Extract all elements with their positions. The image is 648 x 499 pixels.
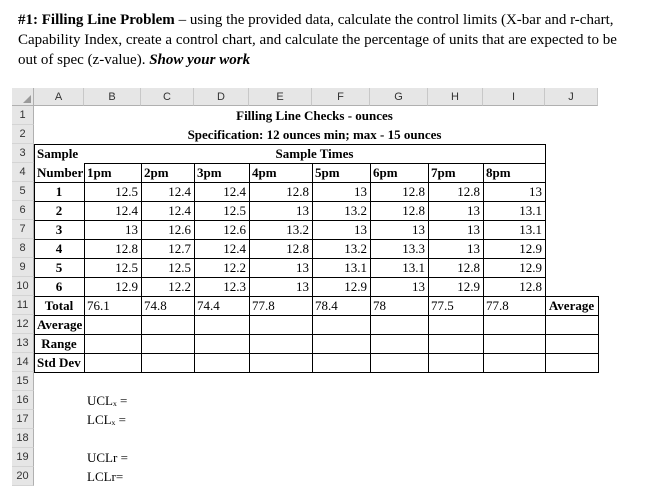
time-header-4pm[interactable]: 4pm <box>252 165 277 180</box>
total-label[interactable]: Total <box>44 298 74 313</box>
sample-2-value-5pm[interactable]: 13.2 <box>344 203 367 218</box>
std-dev-label[interactable]: Std Dev <box>37 355 81 370</box>
sample-6-value-2pm[interactable]: 12.2 <box>168 279 191 294</box>
sample-1-value-3pm[interactable]: 12.4 <box>223 184 246 199</box>
sample-4-value-3pm[interactable]: 12.4 <box>223 241 246 256</box>
column-header-c[interactable]: C <box>141 88 194 106</box>
sample-5-value-3pm[interactable]: 12.2 <box>223 260 246 275</box>
sample-5-value-2pm[interactable]: 12.5 <box>168 260 191 275</box>
sample-6-value-6pm[interactable]: 13 <box>412 279 425 294</box>
time-header-1pm[interactable]: 1pm <box>87 165 112 180</box>
sample-1-value-5pm[interactable]: 13 <box>354 184 367 199</box>
grid-line <box>428 163 429 373</box>
sample-4-value-8pm[interactable]: 12.9 <box>519 241 542 256</box>
sample-2-value-7pm[interactable]: 13 <box>467 203 480 218</box>
sample-number-5[interactable]: 5 <box>55 260 63 275</box>
row-header-2[interactable]: 2 <box>12 125 34 144</box>
grid-line <box>370 163 371 373</box>
problem-emphasis: Show your work <box>149 52 251 68</box>
sample-4-value-4pm[interactable]: 12.8 <box>286 241 309 256</box>
row-header-8[interactable]: 8 <box>12 239 34 258</box>
sample-6-value-1pm[interactable]: 12.9 <box>115 279 138 294</box>
row-header-11[interactable]: 11 <box>12 296 34 315</box>
column-header-i[interactable]: I <box>483 88 545 106</box>
problem-text: – using the provided data, calculate the control limits (X-bar and r-chart, Capability Index, create a control chart, and calculate the percentage of units that are expected to be out of spec (z-value). <box>18 12 617 68</box>
total-7pm[interactable]: 77.5 <box>431 298 454 313</box>
sample-4-value-7pm[interactable]: 13 <box>467 241 480 256</box>
column-header-f[interactable]: F <box>312 88 370 106</box>
grid-line <box>34 353 599 354</box>
column-header-g[interactable]: G <box>370 88 428 106</box>
sample-1-value-2pm[interactable]: 12.4 <box>168 184 191 199</box>
total-3pm[interactable]: 74.4 <box>197 298 220 313</box>
time-header-7pm[interactable]: 7pm <box>431 165 456 180</box>
row-header-18[interactable]: 18 <box>12 429 34 448</box>
grid-line <box>34 201 546 202</box>
sample-2-value-8pm[interactable]: 13.1 <box>519 203 542 218</box>
ucl-r-label[interactable]: UCLr = <box>87 450 128 465</box>
lcl-x-label[interactable]: LCLₓ = <box>87 412 126 427</box>
sample-number-2[interactable]: 2 <box>55 203 63 218</box>
sample-2-value-6pm[interactable]: 12.8 <box>402 203 425 218</box>
sample-6-value-7pm[interactable]: 12.9 <box>457 279 480 294</box>
sample-3-value-4pm[interactable]: 13.2 <box>286 222 309 237</box>
sample-3-value-3pm[interactable]: 12.6 <box>223 222 246 237</box>
sample-4-value-2pm[interactable]: 12.7 <box>168 241 191 256</box>
column-header-b[interactable]: B <box>84 88 141 106</box>
specification-text[interactable]: Specification: 12 ounces min; max - 15 ounces <box>187 127 442 142</box>
grid-line <box>34 239 546 240</box>
time-header-5pm[interactable]: 5pm <box>315 165 340 180</box>
total-6pm[interactable]: 78 <box>373 298 386 313</box>
row-header-13[interactable]: 13 <box>12 334 34 353</box>
grid-line <box>34 372 599 373</box>
total-5pm[interactable]: 78.4 <box>315 298 338 313</box>
sample-6-value-4pm[interactable]: 13 <box>296 279 309 294</box>
sample-5-value-8pm[interactable]: 12.9 <box>519 260 542 275</box>
ucl-x-label[interactable]: UCLₓ = <box>87 393 128 408</box>
sample-number-6[interactable]: 6 <box>55 279 63 294</box>
lcl-r-label[interactable]: LCLr= <box>87 469 124 484</box>
row-header-3[interactable]: 3 <box>12 144 34 163</box>
sample-4-value-5pm[interactable]: 13.2 <box>344 241 367 256</box>
column-header-h[interactable]: H <box>428 88 483 106</box>
sample-1-value-6pm[interactable]: 12.8 <box>402 184 425 199</box>
grid-line <box>34 144 546 145</box>
total-8pm[interactable]: 77.8 <box>486 298 509 313</box>
grid-line <box>545 144 546 373</box>
grid-line <box>483 163 484 373</box>
row-header-4[interactable]: 4 <box>12 163 34 182</box>
spreadsheet <box>12 88 632 488</box>
sample-5-value-6pm[interactable]: 13.1 <box>402 260 425 275</box>
column-header-d[interactable]: D <box>194 88 249 106</box>
time-header-6pm[interactable]: 6pm <box>373 165 398 180</box>
sample-number-3[interactable]: 3 <box>55 222 63 237</box>
time-header-3pm[interactable]: 3pm <box>197 165 222 180</box>
sample-1-value-1pm[interactable]: 12.5 <box>115 184 138 199</box>
grid-line <box>34 258 546 259</box>
grid-line <box>34 334 599 335</box>
row-header-1[interactable]: 1 <box>12 106 34 125</box>
problem-title: #1: Filling Line Problem <box>18 12 175 28</box>
sample-3-value-5pm[interactable]: 13 <box>354 222 367 237</box>
time-header-2pm[interactable]: 2pm <box>144 165 169 180</box>
grid-line <box>34 220 546 221</box>
sample-2-value-1pm[interactable]: 12.4 <box>115 203 138 218</box>
row-header-17[interactable]: 17 <box>12 410 34 429</box>
grid-line <box>34 277 546 278</box>
row-header-19[interactable]: 19 <box>12 448 34 467</box>
sample-5-value-1pm[interactable]: 12.5 <box>115 260 138 275</box>
grid-line <box>312 163 313 373</box>
total-1pm[interactable]: 76.1 <box>87 298 110 313</box>
sample-5-value-4pm[interactable]: 13 <box>296 260 309 275</box>
row-header-9[interactable]: 9 <box>12 258 34 277</box>
sample-2-value-3pm[interactable]: 12.5 <box>223 203 246 218</box>
row-header-5[interactable]: 5 <box>12 182 34 201</box>
sample-4-value-6pm[interactable]: 13.3 <box>402 241 425 256</box>
grid-line <box>84 163 85 373</box>
sample-3-value-1pm[interactable]: 13 <box>125 222 138 237</box>
range-label[interactable]: Range <box>41 336 77 351</box>
row-header-10[interactable]: 10 <box>12 277 34 296</box>
sample-number-1[interactable]: 1 <box>55 184 63 199</box>
row-header-20[interactable]: 20 <box>12 467 34 486</box>
grid-line <box>34 315 599 316</box>
sample-label[interactable]: Sample <box>37 146 79 161</box>
row-header-16[interactable]: 16 <box>12 391 34 410</box>
problem-statement <box>18 10 638 70</box>
average-label[interactable]: Average <box>37 317 83 332</box>
sample-3-value-7pm[interactable]: 13 <box>467 222 480 237</box>
sample-1-value-7pm[interactable]: 12.8 <box>457 184 480 199</box>
sample-3-value-2pm[interactable]: 12.6 <box>168 222 191 237</box>
row-header-7[interactable]: 7 <box>12 220 34 239</box>
average-column-label[interactable]: Average <box>548 298 595 313</box>
sample-2-value-4pm[interactable]: 13 <box>296 203 309 218</box>
sample-3-value-8pm[interactable]: 13.1 <box>519 222 542 237</box>
row-header-15[interactable]: 15 <box>12 372 34 391</box>
row-header-6[interactable]: 6 <box>12 201 34 220</box>
column-header-j[interactable]: J <box>545 88 598 106</box>
row-header-12[interactable]: 12 <box>12 315 34 334</box>
select-all-corner[interactable] <box>12 88 34 106</box>
grid-line <box>598 296 599 373</box>
sample-1-value-4pm[interactable]: 12.8 <box>286 184 309 199</box>
grid-line <box>34 144 35 373</box>
time-header-8pm[interactable]: 8pm <box>486 165 511 180</box>
sample-6-value-5pm[interactable]: 12.9 <box>344 279 367 294</box>
grid-line <box>194 163 195 373</box>
sample-times-label[interactable]: Sample Times <box>275 146 354 161</box>
sample-5-value-7pm[interactable]: 12.8 <box>457 260 480 275</box>
sample-5-value-5pm[interactable]: 13.1 <box>344 260 367 275</box>
sheet-title[interactable]: Filling Line Checks - ounces <box>236 108 393 123</box>
sample-2-value-2pm[interactable]: 12.4 <box>168 203 191 218</box>
total-2pm[interactable]: 74.8 <box>144 298 167 313</box>
number-label[interactable]: Number <box>37 165 84 180</box>
grid-line <box>84 163 546 164</box>
grid-line <box>249 163 250 373</box>
column-header-a[interactable]: A <box>34 88 84 106</box>
grid-line <box>141 163 142 373</box>
row-header-14[interactable]: 14 <box>12 353 34 372</box>
total-4pm[interactable]: 77.8 <box>252 298 275 313</box>
column-header-e[interactable]: E <box>249 88 312 106</box>
sample-1-value-8pm[interactable]: 13 <box>529 184 542 199</box>
sample-6-value-8pm[interactable]: 12.8 <box>519 279 542 294</box>
sample-number-4[interactable]: 4 <box>55 241 63 256</box>
sample-4-value-1pm[interactable]: 12.8 <box>115 241 138 256</box>
grid-line <box>34 182 546 183</box>
grid-line <box>34 296 599 297</box>
sample-6-value-3pm[interactable]: 12.3 <box>223 279 246 294</box>
sample-3-value-6pm[interactable]: 13 <box>412 222 425 237</box>
